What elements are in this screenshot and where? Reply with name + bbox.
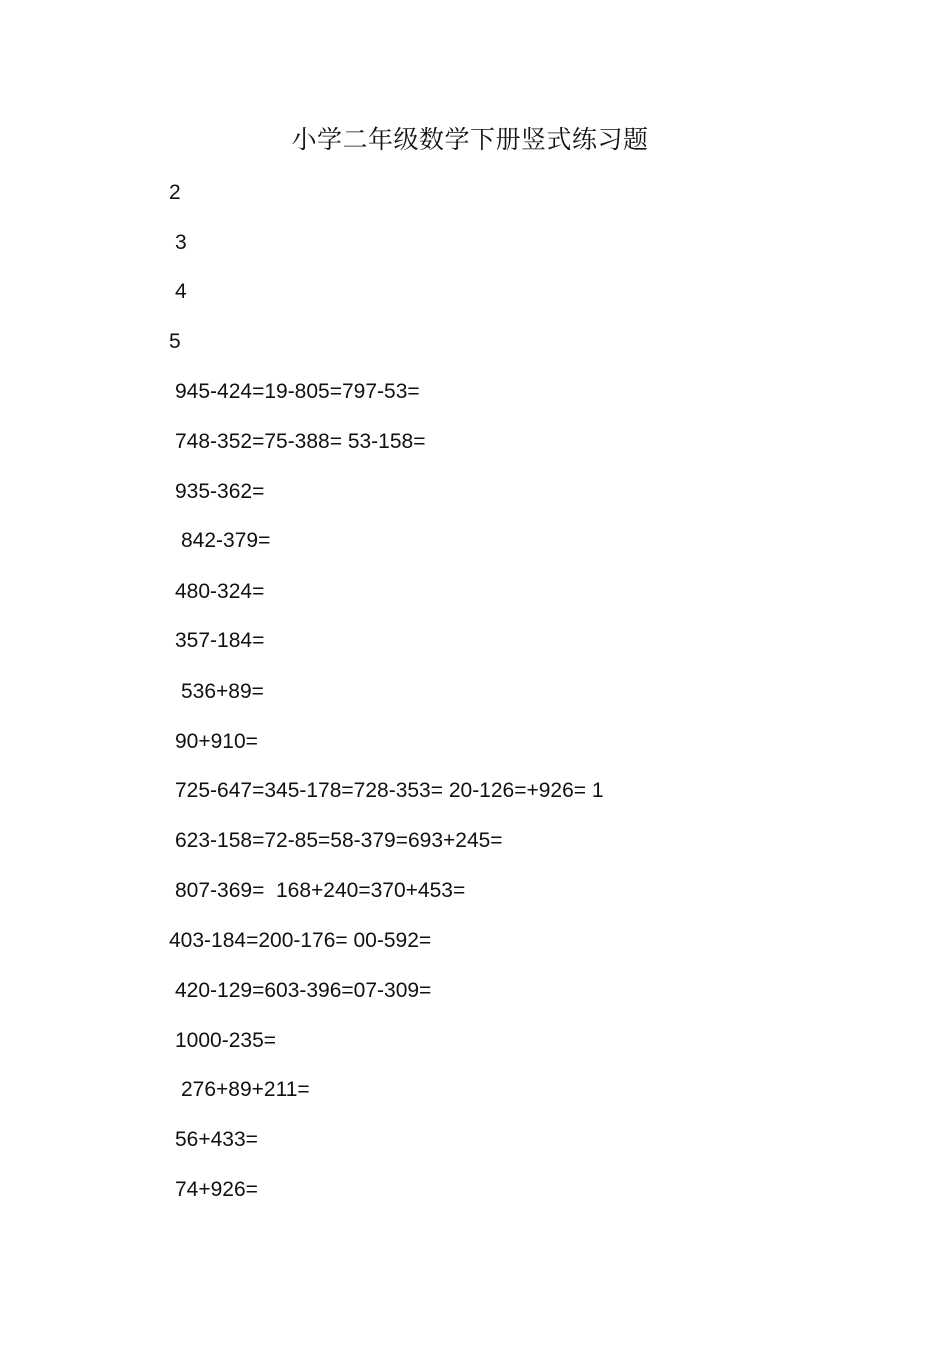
line-18: 1000-235= — [175, 1029, 277, 1052]
line-17: 420-129=603-396=07-309= — [175, 979, 432, 1002]
line-14: 623-158=72-85=58-379=693+245= — [175, 829, 503, 852]
line-15: 807-369= 168+240=370+453= — [175, 879, 466, 902]
line-2: 3 — [175, 231, 187, 254]
line-20: 56+433= — [175, 1128, 258, 1151]
line-21: 74+926= — [175, 1178, 258, 1201]
line-3: 4 — [175, 280, 187, 303]
line-11: 536+89= — [181, 680, 264, 703]
line-16: 403-184=200-176= 00-592= — [169, 929, 432, 952]
line-19: 276+89+211= — [181, 1078, 310, 1101]
line-1: 2 — [169, 181, 181, 204]
line-7: 935-362= — [175, 480, 265, 503]
line-5: 945-424=19-805=797-53= — [175, 380, 420, 403]
document-title: 小学二年级数学下册竖式练习题 — [291, 125, 649, 154]
line-13: 725-647=345-178=728-353= 20-126=+926= 1 — [175, 779, 604, 802]
line-9: 480-324= — [175, 580, 265, 603]
line-6: 748-352=75-388= 53-158= — [175, 430, 426, 453]
line-8: 842-379= — [181, 529, 271, 552]
line-12: 90+910= — [175, 730, 258, 753]
line-10: 357-184= — [175, 629, 265, 652]
line-4: 5 — [169, 330, 181, 353]
